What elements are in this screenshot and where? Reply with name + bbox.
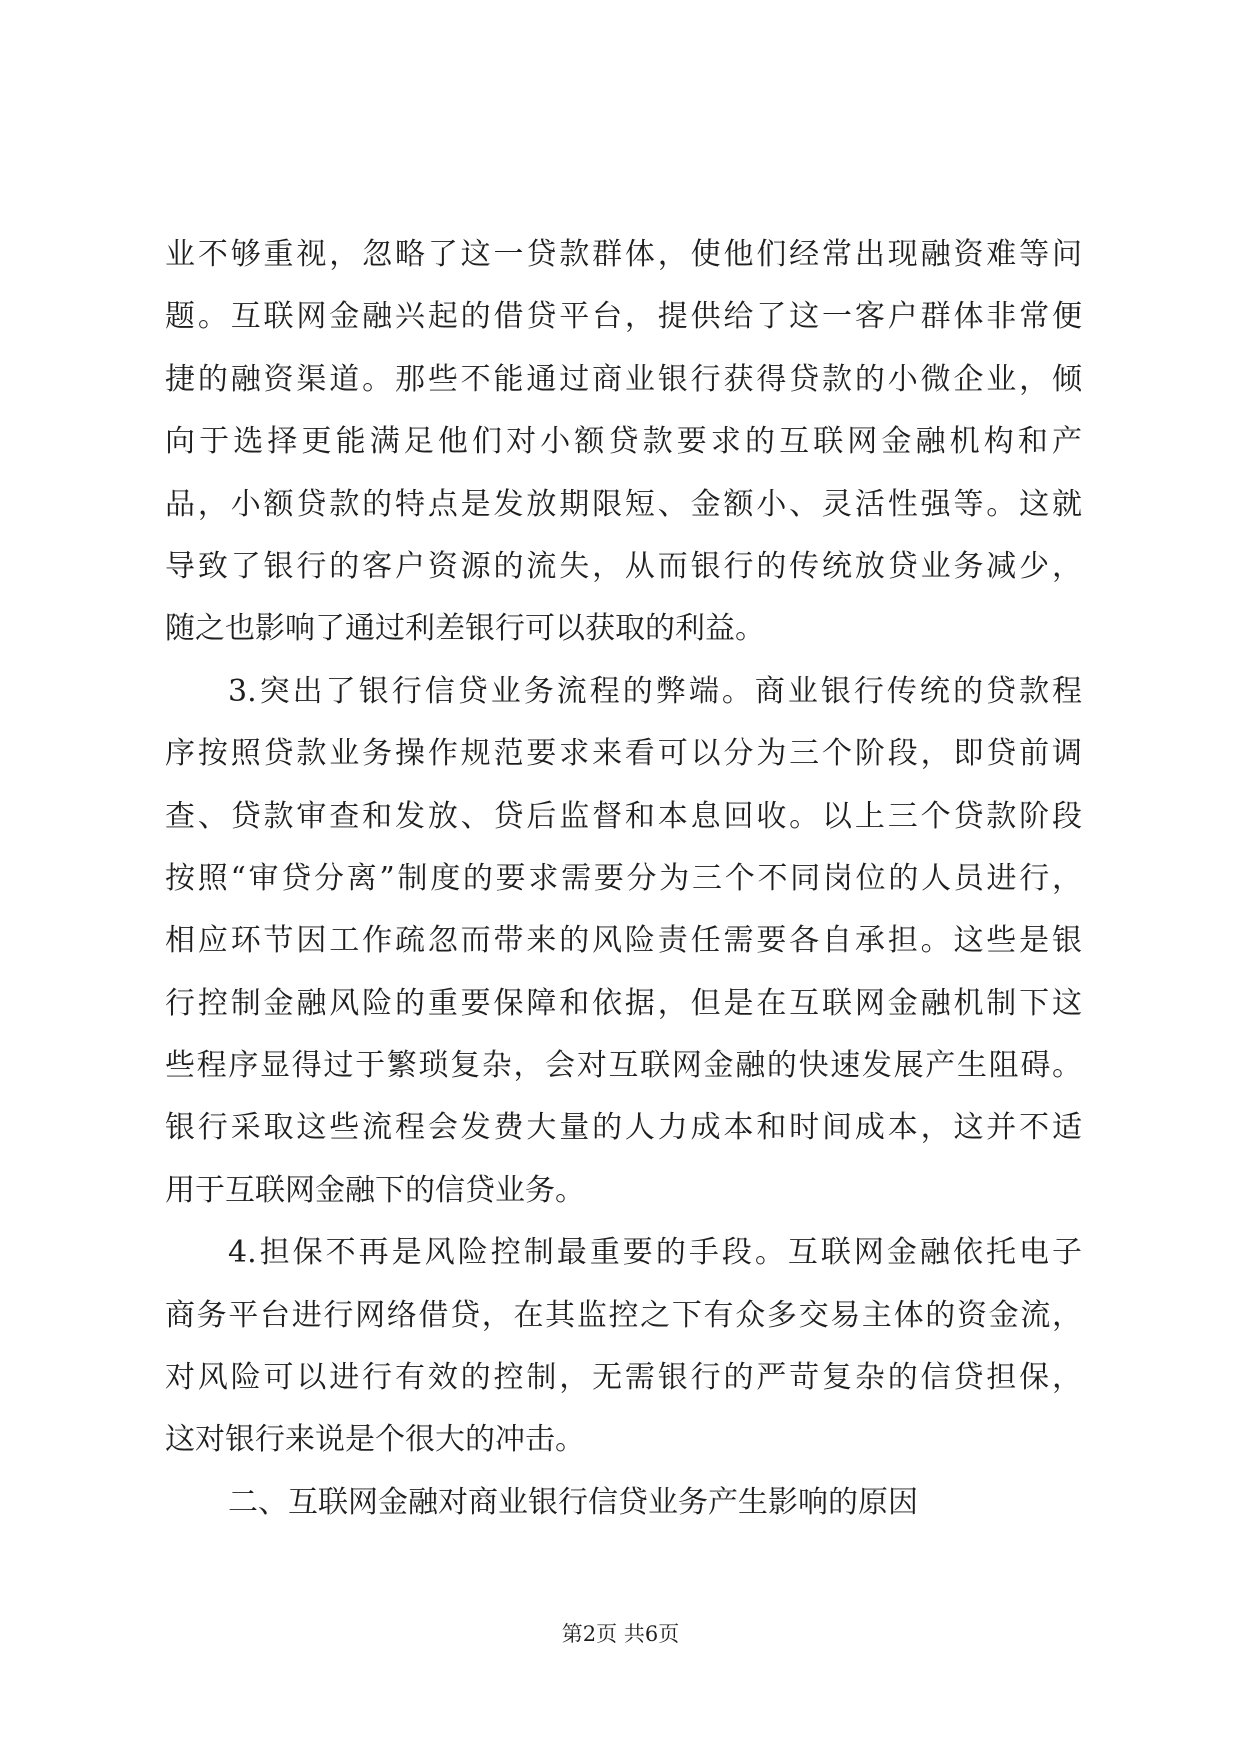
- body-line: 商务平台进行网络借贷，在其监控之下有众多交易主体的资金流，: [165, 1297, 1082, 1333]
- section-heading-text: 二、互联网金融对商业银行信贷业务产生影响的原因: [228, 1484, 918, 1520]
- page-number-footer: 第2页 共6页: [561, 1622, 680, 1646]
- body-line: 品，小额贷款的特点是发放期限短、金额小、灵活性强等。这就: [165, 486, 1082, 522]
- body-line: 向于选择更能满足他们对小额贷款要求的互联网金融机构和产: [165, 424, 1082, 460]
- body-line: 行控制金融风险的重要保障和依据，但是在互联网金融机制下这: [165, 985, 1082, 1021]
- body-line: 相应环节因工作疏忽而带来的风险责任需要各自承担。这些是银: [165, 923, 1082, 959]
- body-line: 随之也影响了通过利差银行可以获取的利益。: [165, 611, 765, 647]
- paragraph-point-3: [165, 661, 1082, 1223]
- body-line: 捷的融资渠道。那些不能通过商业银行获得贷款的小微企业，倾: [165, 361, 1082, 397]
- paragraph-continued: [165, 224, 1082, 661]
- body-line: 对风险可以进行有效的控制，无需银行的严苛复杂的信贷担保，: [165, 1360, 1082, 1396]
- document-body: [165, 224, 1082, 1534]
- body-line: 按照“审贷分离”制度的要求需要分为三个不同岗位的人员进行，: [165, 860, 1082, 896]
- body-line: 3.突出了银行信贷业务流程的弊端。商业银行传统的贷款程: [228, 673, 1082, 709]
- body-line: 业不够重视，忽略了这一贷款群体，使他们经常出现融资难等问: [165, 237, 1082, 272]
- paragraph-point-4: [165, 1222, 1082, 1472]
- body-line: 序按照贷款业务操作规范要求来看可以分为三个阶段，即贷前调: [165, 736, 1082, 772]
- body-line: 银行采取这些流程会发费大量的人力成本和时间成本，这并不适: [165, 1110, 1082, 1146]
- body-line: 用于互联网金融下的信贷业务。: [165, 1172, 585, 1208]
- section-heading: [165, 1472, 1082, 1534]
- body-line: 些程序显得过于繁琐复杂，会对互联网金融的快速发展产生阻碍。: [165, 1048, 1082, 1084]
- body-line: 查、贷款审查和发放、贷后监督和本息回收。以上三个贷款阶段: [165, 798, 1082, 834]
- body-line: 这对银行来说是个很大的冲击。: [165, 1422, 585, 1458]
- body-line: 4.担保不再是风险控制最重要的手段。互联网金融依托电子: [228, 1235, 1082, 1271]
- body-line: 导致了银行的客户资源的流失，从而银行的传统放贷业务减少，: [165, 548, 1082, 584]
- body-line: 题。互联网金融兴起的借贷平台，提供给了这一客户群体非常便: [165, 299, 1082, 335]
